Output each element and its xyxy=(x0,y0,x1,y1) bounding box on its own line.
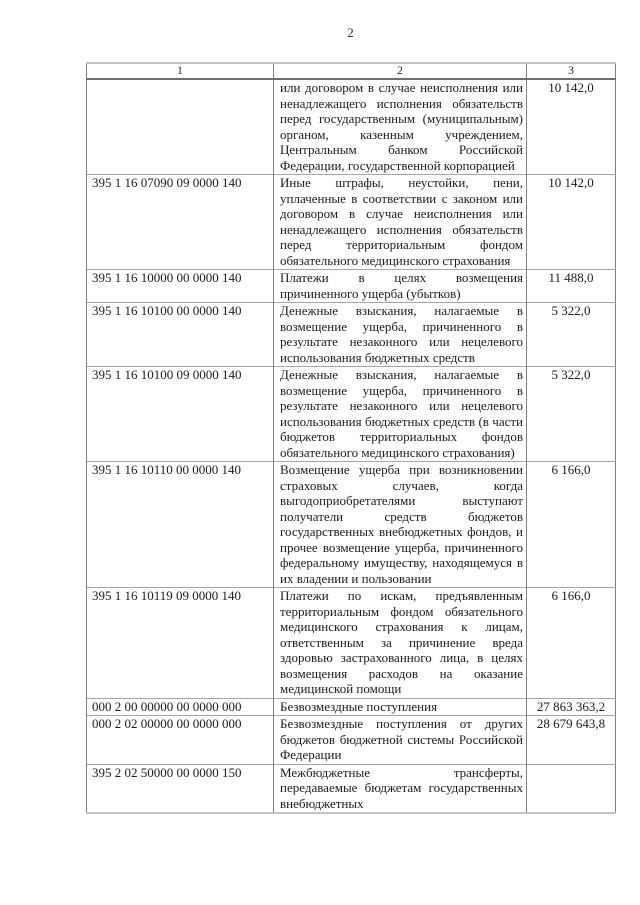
row-amount: 28 679 643,8 xyxy=(527,716,616,765)
row-description: или договором в случае неисполнения или ненадлежащего исполнения обязательств перед государственным (муниципальным) органом, казенным учреждением, Центральным банком Российской Федерации, государственной корпорацией xyxy=(274,79,527,175)
row-code: 395 1 16 10110 00 0000 140 xyxy=(87,462,274,588)
table-row xyxy=(87,588,616,699)
row-description: Платежи в целях возмещения причиненного ущерба (убытков) xyxy=(274,270,527,303)
row-code: 395 1 16 07090 09 0000 140 xyxy=(87,175,274,270)
page-number: 2 xyxy=(347,25,354,40)
table-row xyxy=(87,462,616,588)
row-code xyxy=(87,79,274,175)
row-description: Безвозмездные поступления от других бюджетов бюджетной системы Российской Федерации xyxy=(274,716,527,765)
column-header-1: 1 xyxy=(87,63,274,79)
table-row xyxy=(87,698,616,716)
row-description: Межбюджетные трансферты, передаваемые бюджетам государственных внебюджетных xyxy=(274,764,527,813)
row-amount: 6 166,0 xyxy=(527,462,616,588)
table-row xyxy=(87,716,616,765)
row-amount: 10 142,0 xyxy=(527,79,616,175)
row-code: 395 1 16 10100 00 0000 140 xyxy=(87,303,274,367)
row-amount: 27 863 363,2 xyxy=(527,698,616,716)
table-row xyxy=(87,79,616,175)
table-row xyxy=(87,764,616,813)
row-amount xyxy=(527,764,616,813)
row-amount: 10 142,0 xyxy=(527,175,616,270)
column-header-3: 3 xyxy=(527,63,616,79)
row-description: Денежные взыскания, налагаемые в возмещение ущерба, причиненного в результате незаконного или нецелевого использования бюджетных средств (в части бюджетов территориальных фондов обязательного медицинского страхования) xyxy=(274,367,527,462)
row-description: Иные штрафы, неустойки, пени, уплаченные в соответствии с законом или договором в случае неисполнения или ненадлежащего исполнения обязательств перед территориальным фондом обязательного медицинского страхования xyxy=(274,175,527,270)
row-description: Безвозмездные поступления xyxy=(274,698,527,716)
row-description: Возмещение ущерба при возникновении страховых случаев, когда выгодоприобретателями выступают получатели средств бюджетов государственных внебюджетных фондов, и прочее возмещение ущерба, причиненного федеральному имуществу, находящемуся в их владении и пользовании xyxy=(274,462,527,588)
table-row xyxy=(87,367,616,462)
row-amount: 5 322,0 xyxy=(527,367,616,462)
row-code: 000 2 02 00000 00 0000 000 xyxy=(87,716,274,765)
row-description: Платежи по искам, предъявленным территориальным фондом обязательного медицинского страхования к лицам, ответственным за причинение вреда здоровью застрахованного лица, в целях возмещения расходов на оказание медицинской помощи xyxy=(274,588,527,699)
row-amount: 5 322,0 xyxy=(527,303,616,367)
budget-income-table xyxy=(86,62,616,814)
row-amount: 11 488,0 xyxy=(527,270,616,303)
row-code: 395 1 16 10119 09 0000 140 xyxy=(87,588,274,699)
row-amount: 6 166,0 xyxy=(527,588,616,699)
row-code: 395 1 16 10100 09 0000 140 xyxy=(87,367,274,462)
row-code: 000 2 00 00000 00 0000 000 xyxy=(87,698,274,716)
row-code: 395 2 02 50000 00 0000 150 xyxy=(87,764,274,813)
table-row xyxy=(87,303,616,367)
table-row xyxy=(87,175,616,270)
column-header-2: 2 xyxy=(274,63,527,79)
table-header-row xyxy=(87,63,616,79)
row-code: 395 1 16 10000 00 0000 140 xyxy=(87,270,274,303)
row-description: Денежные взыскания, налагаемые в возмещение ущерба, причиненного в результате незаконного или нецелевого использования бюджетных средств xyxy=(274,303,527,367)
table-row xyxy=(87,270,616,303)
